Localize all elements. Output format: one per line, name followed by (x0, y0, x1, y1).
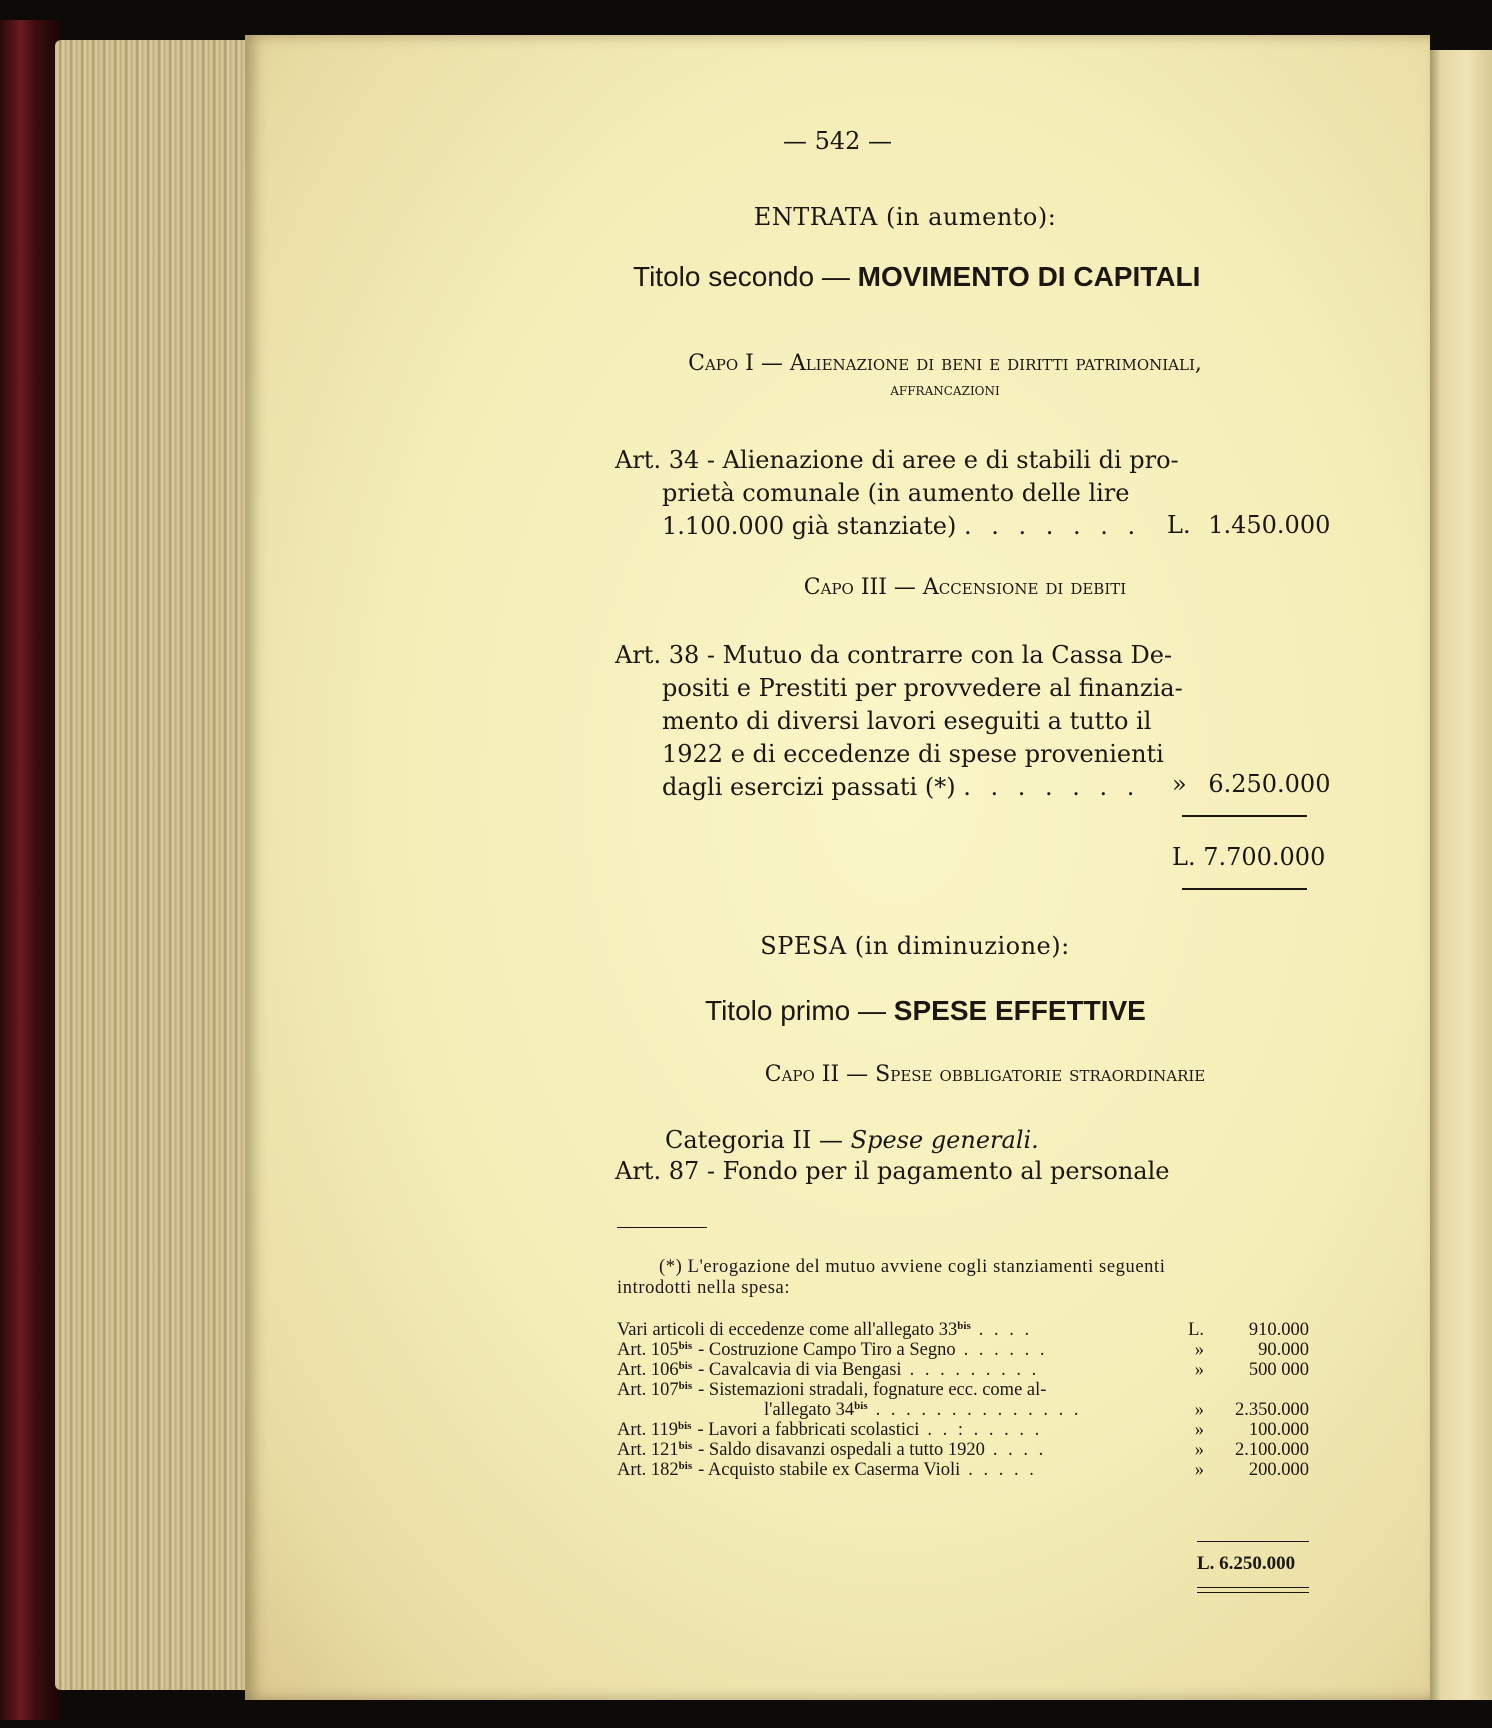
footnote-item-desc (617, 1440, 1169, 1460)
footnote-row (617, 1460, 1309, 1480)
categoria-ii (665, 1124, 1265, 1157)
art-38-text: dagli esercizi passati (*) (662, 773, 956, 801)
leader-dots: . . . . . . (963, 1340, 1048, 1360)
capo-iii-text: Capo III — Accensione di debiti (803, 575, 1127, 600)
book-binding (0, 20, 60, 1720)
page-edges (55, 40, 250, 1690)
footnote-total-rule-2 (1197, 1592, 1309, 1593)
footnote-amount: 2.350.000 (1235, 1400, 1309, 1420)
footnote-item-desc (617, 1320, 1169, 1340)
leader-dots: . . . . . (968, 1460, 1037, 1480)
footnote-item-desc (617, 1380, 1169, 1400)
titolo-secondo-heading (633, 261, 1433, 293)
capo-ii-heading (625, 1062, 1345, 1087)
amount: 6.250.000 (1208, 770, 1331, 798)
footnote-text: l'allegato 34 (764, 1400, 855, 1420)
facing-page-edge (1428, 50, 1492, 1700)
art-38-line: positi e Prestiti per provvedere al finanzia- (662, 674, 1183, 702)
art-38-line (615, 771, 1195, 804)
footnote-text: - Acquisto stabile ex Caserma Violi (698, 1460, 961, 1480)
leader-dots: . . . . . . . . . (909, 1360, 1040, 1380)
footnote-currency: » (1194, 1340, 1204, 1360)
footnote-amount: 2.100.000 (1235, 1440, 1309, 1460)
leader-dots: . . : . . . . . (927, 1420, 1043, 1440)
footnote-amount: 200.000 (1248, 1460, 1309, 1480)
footnote-currency: » (1194, 1400, 1204, 1420)
art-38 (615, 639, 1195, 804)
titolo-prefix: Titolo secondo — (633, 261, 850, 292)
footnote-item-desc (617, 1360, 1169, 1380)
footnote-art: Vari articoli di eccedenze come all'allegato 33 (617, 1320, 958, 1340)
footnote-art: Art. 182 (617, 1460, 679, 1480)
footnote-row (617, 1380, 1309, 1400)
capo-i-line1: Capo I — Alienazione di beni e diritti patrimoniali, (688, 351, 1202, 376)
art-38-amount (1172, 770, 1330, 798)
footnote-amount (1204, 1380, 1309, 1400)
footnote-currency: » (1194, 1460, 1204, 1480)
art-38-line: Art. 38 - Mutuo da contrarre con la Cassa De- (615, 641, 1173, 669)
footnote-row (617, 1420, 1309, 1440)
bis-superscript: bis (957, 1320, 971, 1332)
footnote-row (617, 1440, 1309, 1460)
footnote-item-desc (617, 1400, 1169, 1420)
footnote-art: Art. 119 (617, 1420, 678, 1440)
bis-superscript: bis (678, 1460, 693, 1472)
art-34-line: Art. 34 - Alienazione di aree e di stabili di pro- (615, 446, 1179, 474)
footnote-text: - Cavalcavia di via Bengasi (698, 1360, 902, 1380)
footnote-item-desc (617, 1340, 1169, 1360)
footnote-total: L. 6.250.000 (1197, 1553, 1296, 1574)
footnote-intro-line1: (*) L'erogazione del mutuo avviene cogli stanziamenti seguenti (659, 1257, 1166, 1277)
bis-superscript: bis (678, 1340, 693, 1352)
footnote-amount: 100.000 (1248, 1420, 1309, 1440)
capo-iii-heading (645, 575, 1285, 600)
footnote-item-desc (617, 1420, 1169, 1440)
footnote-total-rule-top (1197, 1541, 1309, 1542)
footnote-row (617, 1360, 1309, 1380)
art-87: Art. 87 - Fondo per il pagamento al personale (615, 1157, 1170, 1185)
footnote-intro-line2: introdotti nella spesa: (617, 1278, 791, 1298)
art-38-line: 1922 e di eccedenze di spese provenienti (662, 740, 1164, 768)
page-number: — 542 — (782, 127, 893, 155)
leader-dots: . . . . (992, 1440, 1047, 1460)
footnote-currency: » (1194, 1360, 1204, 1380)
titolo-primo-heading (705, 995, 1405, 1027)
footnote-currency: » (1194, 1420, 1204, 1440)
footnote-amount: 910.000 (1248, 1320, 1309, 1340)
footnote-rule (617, 1227, 707, 1228)
leader-dots: . . . . . . . (963, 512, 1142, 540)
bis-superscript: bis (678, 1380, 693, 1392)
subtotal-rule (1182, 815, 1307, 817)
footnote-art: Art. 105 (617, 1340, 679, 1360)
footnote-amount: 90.000 (1258, 1340, 1309, 1360)
bis-superscript: bis (678, 1360, 693, 1372)
footnote-text: - Lavori a fabbricati scolastici (697, 1420, 920, 1440)
art-34-line (615, 510, 1195, 543)
categoria-name: Spese generali. (850, 1126, 1039, 1154)
capo-i-line2: affrancazioni (890, 380, 1000, 400)
footnote-intro (617, 1257, 1317, 1299)
bis-superscript: bis (678, 1440, 693, 1452)
footnote-currency (1169, 1380, 1204, 1400)
titolo-name: SPESE EFFETTIVE (893, 995, 1146, 1026)
art-38-line: mento di diversi lavori eseguiti a tutto il (662, 707, 1152, 735)
bis-superscript: bis (854, 1400, 868, 1412)
leader-dots: . . . . . . . . . . . . . . (875, 1400, 1082, 1420)
footnote-art: Art. 121 (617, 1440, 679, 1460)
art-34-line: prietà comunale (in aumento delle lire (662, 479, 1130, 507)
book-page (245, 35, 1430, 1700)
footnote-art: Art. 107 (617, 1380, 679, 1400)
art-34-text: 1.100.000 già stanziate) (662, 512, 957, 540)
total-rule (1182, 888, 1307, 890)
titolo-prefix: Titolo primo — (705, 995, 887, 1026)
spesa-heading: SPESA (in diminuzione): (760, 932, 1070, 960)
footnote-row (617, 1340, 1309, 1360)
footnote-text: - Saldo disavanzi ospedali a tutto 1920 (698, 1440, 985, 1460)
footnote-total-rule-1 (1197, 1587, 1309, 1588)
entrata-total: L. 7.700.000 (1172, 843, 1326, 871)
art-34-amount (1167, 511, 1330, 539)
footnote-text: - Costruzione Campo Tiro a Segno (698, 1340, 956, 1360)
footnote-text: - Sistemazioni stradali, fognature ecc. come al- (698, 1380, 1047, 1400)
leader-dots: . . . . (978, 1320, 1033, 1340)
currency: L. (1167, 511, 1191, 539)
categoria-prefix: Categoria II — (665, 1126, 844, 1154)
amount: 1.450.000 (1208, 511, 1331, 539)
footnote-art: Art. 106 (617, 1360, 679, 1380)
footnote-currency: » (1194, 1440, 1204, 1460)
bis-superscript: bis (677, 1420, 692, 1432)
footnote-item-desc (617, 1460, 1169, 1480)
titolo-name: MOVIMENTO DI CAPITALI (857, 261, 1201, 292)
capo-i-heading (625, 351, 1265, 400)
footnote-table (617, 1320, 1309, 1480)
footnote-currency: L. (1188, 1320, 1204, 1340)
footnote-row (617, 1400, 1309, 1420)
currency: » (1172, 770, 1187, 798)
leader-dots: . . . . . . . (963, 773, 1141, 801)
art-34 (615, 444, 1195, 543)
footnote-row (617, 1320, 1309, 1340)
footnote-amount: 500 000 (1248, 1360, 1309, 1380)
capo-ii-text: Capo II — Spese obbligatorie straordinarie (764, 1062, 1206, 1087)
entrata-heading: ENTRATA (in aumento): (753, 203, 1057, 231)
